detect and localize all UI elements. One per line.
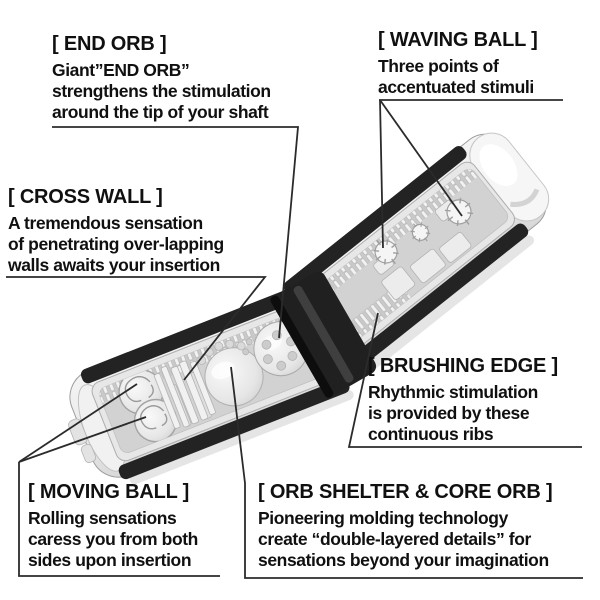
label-moving-ball-line: caress you from both	[28, 529, 198, 549]
label-orb-shelter-line: Pioneering molding technology	[258, 508, 508, 528]
label-cross-wall-line: walls awaits your insertion	[8, 255, 220, 275]
label-end-orb-line: strengthens the stimulation	[52, 81, 271, 101]
label-brushing-edge-line: is provided by these	[368, 403, 530, 423]
label-brushing-edge-line: continuous ribs	[368, 424, 494, 444]
label-brushing-edge-title: [ BRUSHING EDGE ]	[368, 355, 558, 377]
label-cross-wall-title: [ CROSS WALL ]	[8, 186, 163, 208]
label-orb-shelter-line: create “double-layered details” for	[258, 529, 531, 549]
label-orb-shelter	[258, 480, 552, 571]
label-waving-ball-line: Three points of	[378, 56, 499, 76]
label-waving-ball	[378, 28, 538, 98]
label-moving-ball-line: sides upon insertion	[28, 550, 192, 570]
label-moving-ball	[28, 480, 198, 571]
label-orb-shelter-line: sensations beyond your imagination	[258, 550, 549, 570]
label-cross-wall	[8, 185, 224, 276]
label-waving-ball-line: accentuated stimuli	[378, 77, 534, 97]
label-brushing-edge-line: Rhythmic stimulation	[368, 382, 538, 402]
label-end-orb	[52, 32, 271, 123]
label-waving-ball-title: [ WAVING BALL ]	[378, 29, 538, 51]
label-moving-ball-line: Rolling sensations	[28, 508, 177, 528]
label-orb-shelter-title: [ ORB SHELTER & CORE ORB ]	[258, 481, 553, 503]
label-moving-ball-title: [ MOVING BALL ]	[28, 481, 190, 503]
label-end-orb-title: [ END ORB ]	[52, 33, 167, 55]
label-brushing-edge	[368, 354, 558, 445]
label-cross-wall-line: of penetrating over-lapping	[8, 234, 224, 254]
label-cross-wall-line: A tremendous sensation	[8, 213, 203, 233]
label-end-orb-line: around the tip of your shaft	[52, 102, 269, 122]
label-end-orb-line: Giant”END ORB”	[52, 60, 190, 80]
